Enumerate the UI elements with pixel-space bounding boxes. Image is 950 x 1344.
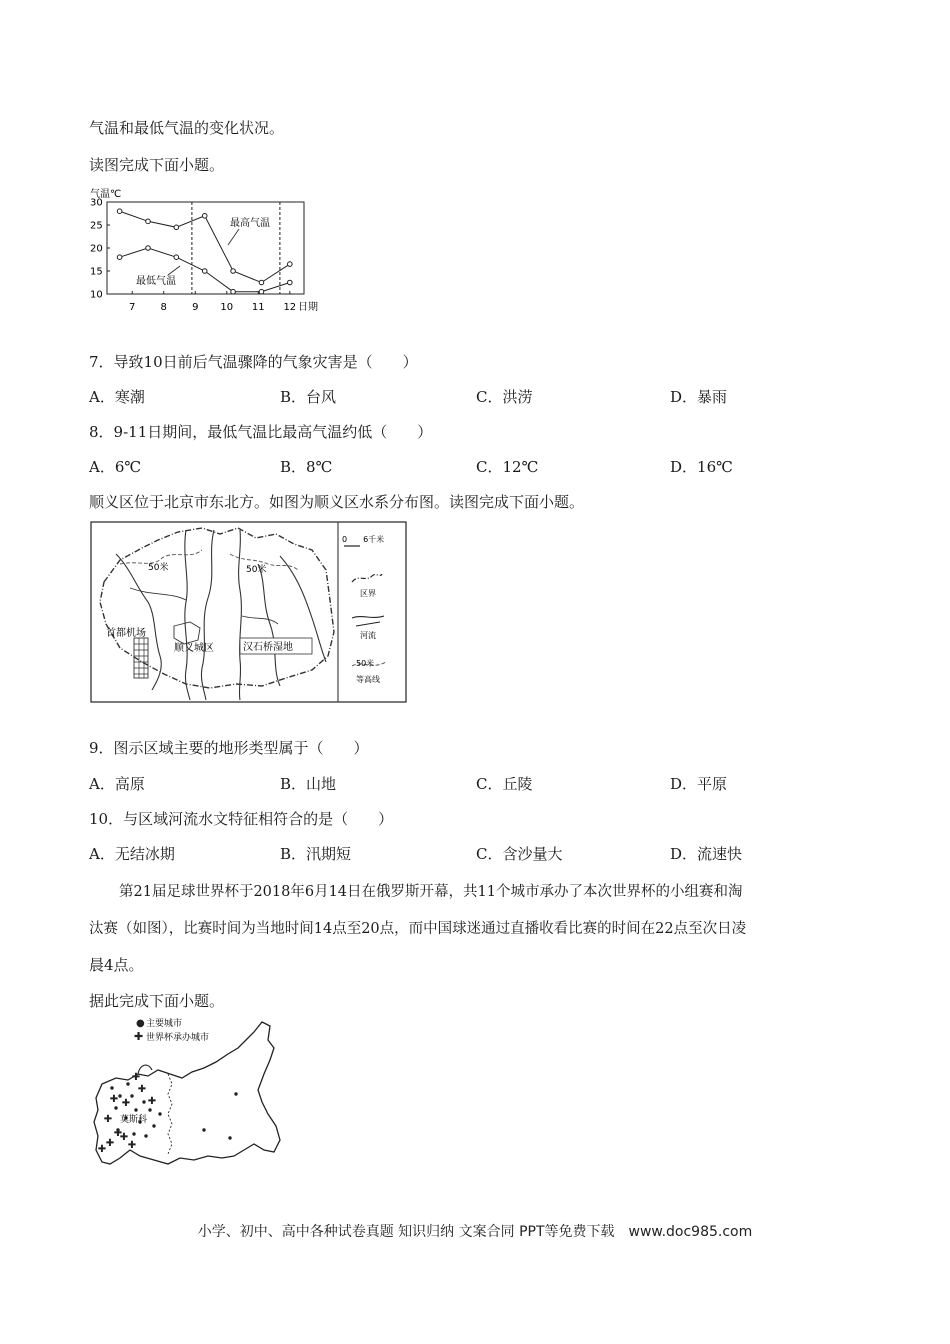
major-city-dot bbox=[132, 1132, 135, 1135]
legend-contour-label: 等高线 bbox=[356, 675, 380, 684]
major-city-dot bbox=[234, 1092, 237, 1095]
y-tick-label: 30 bbox=[90, 197, 103, 209]
major-city-dots bbox=[110, 1082, 237, 1139]
q9-option-c[interactable]: C．丘陵 bbox=[476, 775, 533, 793]
x-tick-label: 10 bbox=[220, 302, 234, 313]
russia-map-svg bbox=[88, 1018, 303, 1178]
q9-stem: 9．图示区域主要的地形类型属于（ ） bbox=[89, 739, 369, 757]
temperature-chart-svg bbox=[88, 186, 338, 314]
major-city-dot bbox=[144, 1134, 147, 1137]
temperature-chart bbox=[88, 186, 338, 318]
major-city-dot bbox=[134, 1108, 137, 1111]
host-city-cross: ✚ bbox=[105, 1138, 115, 1149]
host-city-cross: ✚ bbox=[127, 1140, 137, 1151]
passage-line-3: 晨4点。 bbox=[89, 956, 144, 974]
major-city-dot bbox=[130, 1094, 133, 1097]
q10-option-a[interactable]: A．无结冰期 bbox=[89, 845, 175, 863]
major-city-dot bbox=[202, 1128, 205, 1131]
shunyi-map-svg bbox=[90, 520, 408, 704]
legend-river-label: 河流 bbox=[360, 631, 376, 640]
max-temp-label: 最高气温 bbox=[230, 218, 270, 229]
russia-worldcup-map bbox=[88, 1018, 303, 1182]
q9-option-d[interactable]: D．平原 bbox=[670, 775, 728, 793]
host-city-cross: ✚ bbox=[121, 1098, 131, 1109]
map-label-airport: 首都机场 bbox=[106, 628, 146, 639]
q8-option-a[interactable]: A．6℃ bbox=[89, 458, 142, 476]
major-city-dot bbox=[114, 1106, 117, 1109]
max-temp-point bbox=[288, 262, 293, 267]
x-tick-label: 11 bbox=[251, 302, 265, 313]
host-city-cross: ✚ bbox=[97, 1144, 107, 1155]
q10-option-c[interactable]: C．含沙量大 bbox=[476, 845, 563, 863]
min-temp-point bbox=[202, 269, 207, 274]
host-city-cross: ✚ bbox=[109, 1094, 119, 1105]
legend-major-dot: ● bbox=[136, 1018, 145, 1029]
q10-option-b[interactable]: B．汛期短 bbox=[280, 845, 352, 863]
x-tick-label: 9 bbox=[192, 302, 199, 313]
q7-option-d[interactable]: D．暴雨 bbox=[670, 388, 728, 406]
major-city-dot bbox=[152, 1124, 155, 1127]
legend-boundary-label: 区界 bbox=[360, 589, 376, 598]
major-city-dot bbox=[126, 1082, 129, 1085]
passage-line-2: 汰赛（如图），比赛时间为当地时间14点至20点，而中国球迷通过直播收看比赛的时间在22点至次日凌 bbox=[89, 921, 747, 937]
max-temp-pointer bbox=[228, 229, 239, 245]
ural-mountains bbox=[168, 1074, 172, 1154]
min-temp-pointer bbox=[168, 266, 180, 275]
min-temp-point bbox=[174, 255, 179, 260]
q7-stem: 7．导致10日前后气温骤降的气象灾害是（ ） bbox=[89, 353, 418, 371]
map-label-wetland: 汉石桥湿地 bbox=[243, 642, 293, 653]
major-city-dot bbox=[142, 1100, 145, 1103]
major-city-dot bbox=[110, 1086, 113, 1089]
q8-stem: 8．9-11日期间，最低气温比最高气温约低（ ） bbox=[89, 423, 433, 441]
map-label-50m-west: 50米 bbox=[148, 563, 169, 573]
host-city-cross: ✚ bbox=[137, 1084, 147, 1095]
min-temp-label: 最低气温 bbox=[136, 276, 176, 287]
host-city-cross: ✚ bbox=[131, 1072, 141, 1083]
legend-host-cross: ✚ bbox=[134, 1030, 144, 1043]
q8-option-d[interactable]: D．16℃ bbox=[670, 458, 733, 476]
x-tick-label: 12 bbox=[283, 302, 297, 313]
major-city-dot bbox=[158, 1112, 161, 1115]
min-temp-point bbox=[117, 255, 122, 260]
page-footer: 小学、初中、高中各种试卷真题 知识归纳 文案合同 PPT等免费下载 www.doc985.com bbox=[197, 1224, 753, 1240]
host-city-cross: ✚ bbox=[147, 1096, 157, 1107]
q7-option-b[interactable]: B．台风 bbox=[280, 388, 337, 406]
max-temp-point bbox=[202, 214, 207, 219]
y-tick-label: 25 bbox=[90, 220, 103, 232]
y-tick-label: 15 bbox=[90, 266, 103, 278]
major-city-dot bbox=[228, 1136, 231, 1139]
legend-scale: 0 6千米 bbox=[342, 535, 385, 544]
x-tick-label: 7 bbox=[129, 302, 136, 313]
max-temp-point bbox=[174, 225, 179, 230]
min-temp-point bbox=[231, 289, 236, 294]
min-temp-point bbox=[146, 246, 151, 251]
y-tick-label: 10 bbox=[90, 289, 103, 301]
q9-option-b[interactable]: B．山地 bbox=[280, 775, 337, 793]
major-city-dot bbox=[148, 1108, 151, 1111]
q7-option-a[interactable]: A．寒潮 bbox=[89, 388, 145, 406]
chart-ylabel: 气温℃ bbox=[90, 189, 122, 200]
host-city-cross: ✚ bbox=[119, 1132, 129, 1143]
shunyi-water-map bbox=[90, 520, 408, 708]
min-temp-point bbox=[259, 289, 264, 294]
max-temp-point bbox=[117, 209, 122, 214]
min-temp-point bbox=[288, 280, 293, 285]
q8-option-c[interactable]: C．12℃ bbox=[476, 458, 539, 476]
host-city-cross: ✚ bbox=[103, 1114, 113, 1125]
chart-xlabel: 日期 bbox=[298, 302, 318, 313]
map-label-50m-east: 50米 bbox=[246, 565, 267, 575]
moscow-label: 莫斯科 bbox=[120, 1115, 148, 1125]
max-temp-point bbox=[146, 219, 151, 224]
x-tick-label: 8 bbox=[160, 302, 167, 313]
q8-option-b[interactable]: B．8℃ bbox=[280, 458, 333, 476]
q10-stem: 10．与区域河流水文特征相符合的是（ ） bbox=[89, 810, 394, 828]
host-city-cross: ✚ bbox=[113, 1128, 123, 1139]
max-temp-point bbox=[259, 280, 264, 285]
map-label-city: 顺义城区 bbox=[174, 643, 214, 654]
max-temp-point bbox=[231, 269, 236, 274]
q9-option-a[interactable]: A．高原 bbox=[89, 775, 145, 793]
group2-prompt: 顺义区位于北京市东北方。如图为顺义区水系分布图。读图完成下面小题。 bbox=[89, 493, 585, 511]
intro-continued-text: 气温和最低气温的变化状况。 bbox=[89, 119, 285, 137]
legend-contour-value: 50米 bbox=[356, 659, 375, 668]
q10-option-d[interactable]: D．流速快 bbox=[670, 845, 743, 863]
legend-host-label: 世界杯承办城市 bbox=[146, 1033, 210, 1043]
legend-major-label: 主要城市 bbox=[146, 1019, 183, 1029]
q7-option-c[interactable]: C．洪涝 bbox=[476, 388, 533, 406]
group3-prompt: 据此完成下面小题。 bbox=[89, 992, 225, 1010]
passage-line-1: 第21届足球世界杯于2018年6月14日在俄罗斯开幕，共11个城市承办了本次世界杯的小组赛和淘 bbox=[119, 884, 743, 900]
group1-prompt: 读图完成下面小题。 bbox=[89, 156, 225, 174]
y-tick-label: 20 bbox=[90, 243, 103, 255]
